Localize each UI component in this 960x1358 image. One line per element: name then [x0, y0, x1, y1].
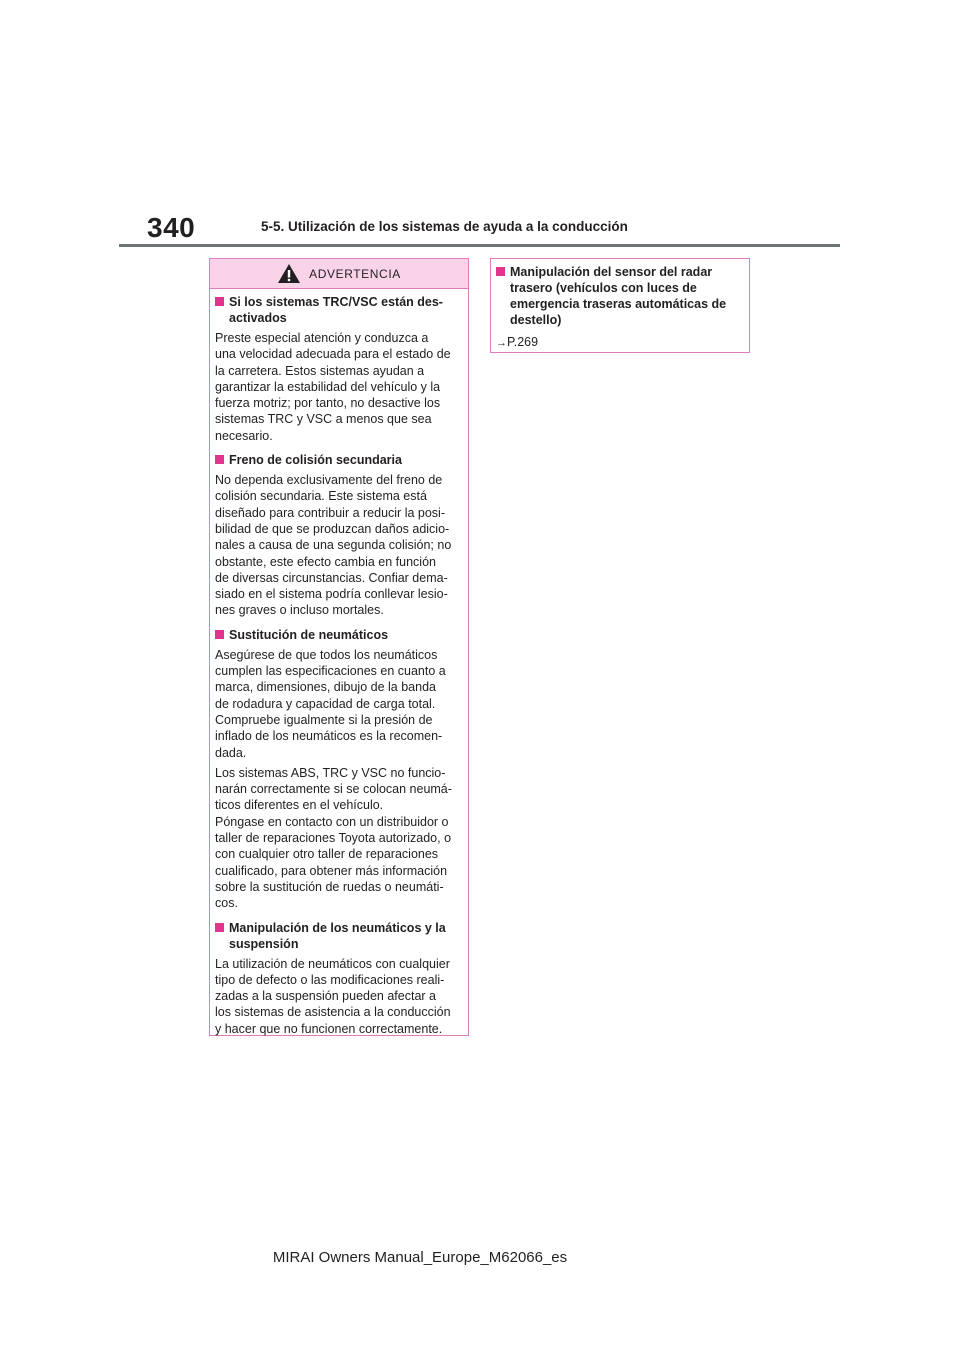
header-rule	[119, 244, 840, 247]
footer	[0, 1249, 960, 1266]
bullet-square-icon	[215, 630, 224, 639]
bullet-square-icon	[215, 455, 224, 464]
page-reference-text: P.269	[507, 335, 539, 349]
warning-item-heading-text: Manipulación de los neumáticos y la suspensión	[229, 920, 446, 951]
warning-item-paragraph: La utilización de neumáticos con cualquier tipo de defecto o las modificaciones reali- zadas a la suspensión pueden afectar a los sistemas de asistencia a la conducción y hacer que no funcionen correctamente.	[215, 956, 451, 1036]
page-reference-link[interactable]	[496, 334, 743, 351]
warning-item-paragraph: No dependa exclusivamente del freno de colisión secundaria. Este sistema está diseñado para contribuir a reducir la posi- bilidad de que se produzcan daños adicio- nales a causa de una segunda colisión; no obstante, este efecto cambia en función de diversas circunstancias. Confiar dema- siado en el sistema podría conllevar lesio- nes graves o incluso mortales.	[215, 473, 452, 618]
warning-item-paragraph: Preste especial atención y conduzca a una velocidad adecuada para el estado de la carretera. Estos sistemas ayudan a garantizar la estabilidad del vehículo y la fuerza motriz; por tanto, no desactive los sistemas TRC y VSC a menos que sea necesario.	[215, 331, 451, 443]
warning-item-paragraph: Los sistemas ABS, TRC y VSC no funcio- narán correctamente si se colocan neumá- ticos diferentes en el vehículo. Póngase en contacto con un distribuidor o taller de reparaciones Toyota autorizado, o con cualquier otro taller de reparaciones cualificado, para obtener más información sobre la sustitución de ruedas o neumáti- cos.	[215, 765, 452, 911]
warning-item-heading-text: Sustitución de neumáticos	[229, 627, 389, 642]
arrow-right-icon: →	[496, 337, 507, 349]
section-title: 5-5. Utilización de los sistemas de ayuda a la conducción	[261, 219, 628, 234]
page-number: 340	[147, 212, 196, 243]
warning-triangle-icon	[277, 263, 301, 284]
warning-item-heading	[215, 452, 462, 468]
warning-item-paragraph: Asegúrese de que todos los neumáticos cumplen las especificaciones en cuanto a marca, dimensiones, dibujo de la banda de rodadura y capacidad de carga total. Compruebe igualmente si la presión de inflado de los neumáticos es la recomen- dada.	[215, 647, 446, 760]
note-box	[490, 258, 750, 353]
warning-body	[210, 289, 468, 1037]
footer-text: MIRAI Owners Manual_Europe_M62066_es	[272, 1249, 568, 1266]
note-heading	[496, 264, 743, 328]
warning-item-heading-text: Si los sistemas TRC/VSC están des- activados	[229, 295, 443, 325]
warning-box	[209, 258, 469, 1036]
warning-item-heading	[215, 294, 462, 326]
warning-item-heading	[215, 627, 462, 643]
note-heading-text: Manipulación del sensor del radar trasero (vehículos con luces de emergencia traseras automáticas de destello)	[510, 265, 727, 327]
bullet-square-icon	[496, 267, 505, 276]
warning-header	[210, 259, 468, 289]
bullet-square-icon	[215, 923, 224, 932]
warning-item-heading	[215, 920, 462, 952]
warning-item-heading-text: Freno de colisión secundaria	[229, 453, 402, 468]
bullet-square-icon	[215, 297, 224, 306]
warning-title: ADVERTENCIA	[309, 266, 401, 281]
